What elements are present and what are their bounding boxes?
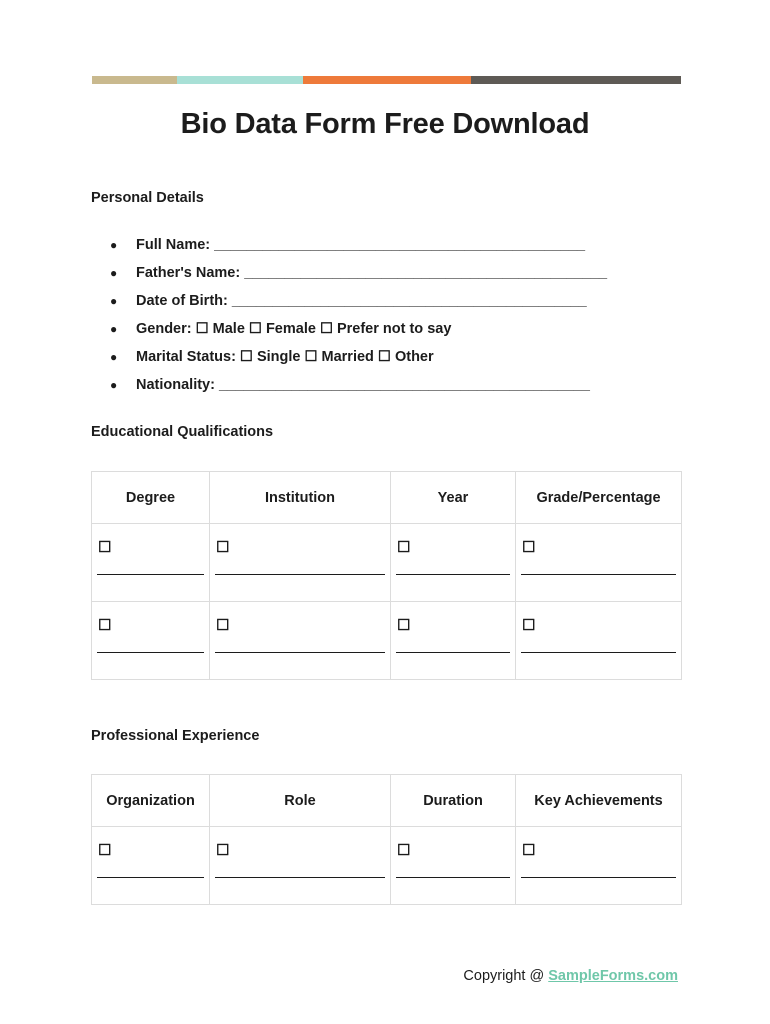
table-cell[interactable] (92, 524, 210, 602)
fill-in-line (97, 574, 204, 575)
fill-in-line (97, 652, 204, 653)
list-item-fathers-name[interactable] (110, 260, 607, 288)
table-cell[interactable] (92, 602, 210, 680)
list-item-text: Full Name: ______________________________________________ (136, 237, 586, 253)
checkbox-icon[interactable]: ☐ (216, 539, 230, 556)
table-cell[interactable] (391, 524, 516, 602)
list-item-nationality[interactable] (110, 372, 607, 400)
table-row (92, 602, 682, 680)
fill-in-line (521, 877, 676, 878)
column-header-organization: Organization (92, 775, 210, 827)
checkbox-icon[interactable]: ☐ (216, 617, 230, 634)
table-header-row (92, 472, 682, 524)
table-cell[interactable] (516, 524, 682, 602)
stripe-segment-tan (92, 76, 177, 84)
checkbox-icon[interactable]: ☐ (522, 617, 536, 634)
fill-in-line (521, 652, 676, 653)
fill-in-line (396, 652, 510, 653)
fill-in-line (396, 574, 510, 575)
table-cell[interactable] (92, 827, 210, 905)
list-item-text: Date of Birth: ____________________________________________ (136, 293, 587, 309)
table-cell[interactable] (516, 827, 682, 905)
table-cell[interactable] (210, 602, 391, 680)
checkbox-icon[interactable]: ☐ (522, 539, 536, 556)
checkbox-icon[interactable]: ☐ (98, 539, 112, 556)
bullet: ● (110, 322, 118, 336)
checkbox-icon[interactable]: ☐ (397, 539, 411, 556)
fill-in-line (215, 652, 385, 653)
table-cell[interactable] (516, 602, 682, 680)
fill-in-line (215, 877, 385, 878)
header-color-stripe (92, 76, 681, 84)
list-item-text: Nationality: ______________________________________________ (136, 377, 590, 393)
checkbox-icon[interactable]: ☐ (98, 617, 112, 634)
education-table (91, 471, 682, 680)
fill-in-line (521, 574, 676, 575)
column-header-institution: Institution (210, 472, 391, 524)
list-item-marital-status[interactable] (110, 344, 607, 372)
fill-in-line (396, 877, 510, 878)
table-row (92, 827, 682, 905)
column-header-degree: Degree (92, 472, 210, 524)
bullet: ● (110, 238, 118, 252)
list-item-date-of-birth[interactable] (110, 288, 607, 316)
table-cell[interactable] (391, 602, 516, 680)
list-item-full-name[interactable] (110, 232, 607, 260)
column-header-grade: Grade/Percentage (516, 472, 682, 524)
table-cell[interactable] (210, 827, 391, 905)
column-header-duration: Duration (391, 775, 516, 827)
fill-in-line (215, 574, 385, 575)
stripe-segment-mint (177, 76, 303, 84)
education-heading: Educational Qualifications (91, 424, 274, 440)
checkbox-icon[interactable]: ☐ (216, 842, 230, 859)
personal-details-heading: Personal Details (91, 190, 204, 206)
experience-heading: Professional Experience (91, 728, 260, 744)
personal-details-list (110, 232, 607, 400)
column-header-role: Role (210, 775, 391, 827)
fill-in-line (97, 877, 204, 878)
list-item-text: Marital Status: ☐ Single ☐ Married ☐ Other (136, 349, 434, 365)
stripe-segment-orange (303, 76, 471, 84)
column-header-key-achievements: Key Achievements (516, 775, 682, 827)
checkbox-icon[interactable]: ☐ (397, 842, 411, 859)
bullet: ● (110, 350, 118, 364)
checkbox-icon[interactable]: ☐ (98, 842, 112, 859)
table-header-row (92, 775, 682, 827)
copyright-text: Copyright @ (463, 968, 549, 984)
bullet: ● (110, 294, 118, 308)
page-title: Bio Data Form Free Download (180, 108, 590, 140)
bullet: ● (110, 378, 118, 392)
list-item-text: Gender: ☐ Male ☐ Female ☐ Prefer not to say (136, 321, 452, 337)
checkbox-icon[interactable]: ☐ (522, 842, 536, 859)
column-header-year: Year (391, 472, 516, 524)
table-row (92, 524, 682, 602)
stripe-segment-gray (471, 76, 681, 84)
footer-copyright (463, 968, 678, 984)
list-item-gender[interactable] (110, 316, 607, 344)
brand-link[interactable]: SampleForms.com (548, 968, 678, 984)
experience-table (91, 774, 682, 905)
table-cell[interactable] (391, 827, 516, 905)
bullet: ● (110, 266, 118, 280)
table-cell[interactable] (210, 524, 391, 602)
list-item-text: Father's Name: _____________________________________________ (136, 265, 608, 281)
checkbox-icon[interactable]: ☐ (397, 617, 411, 634)
